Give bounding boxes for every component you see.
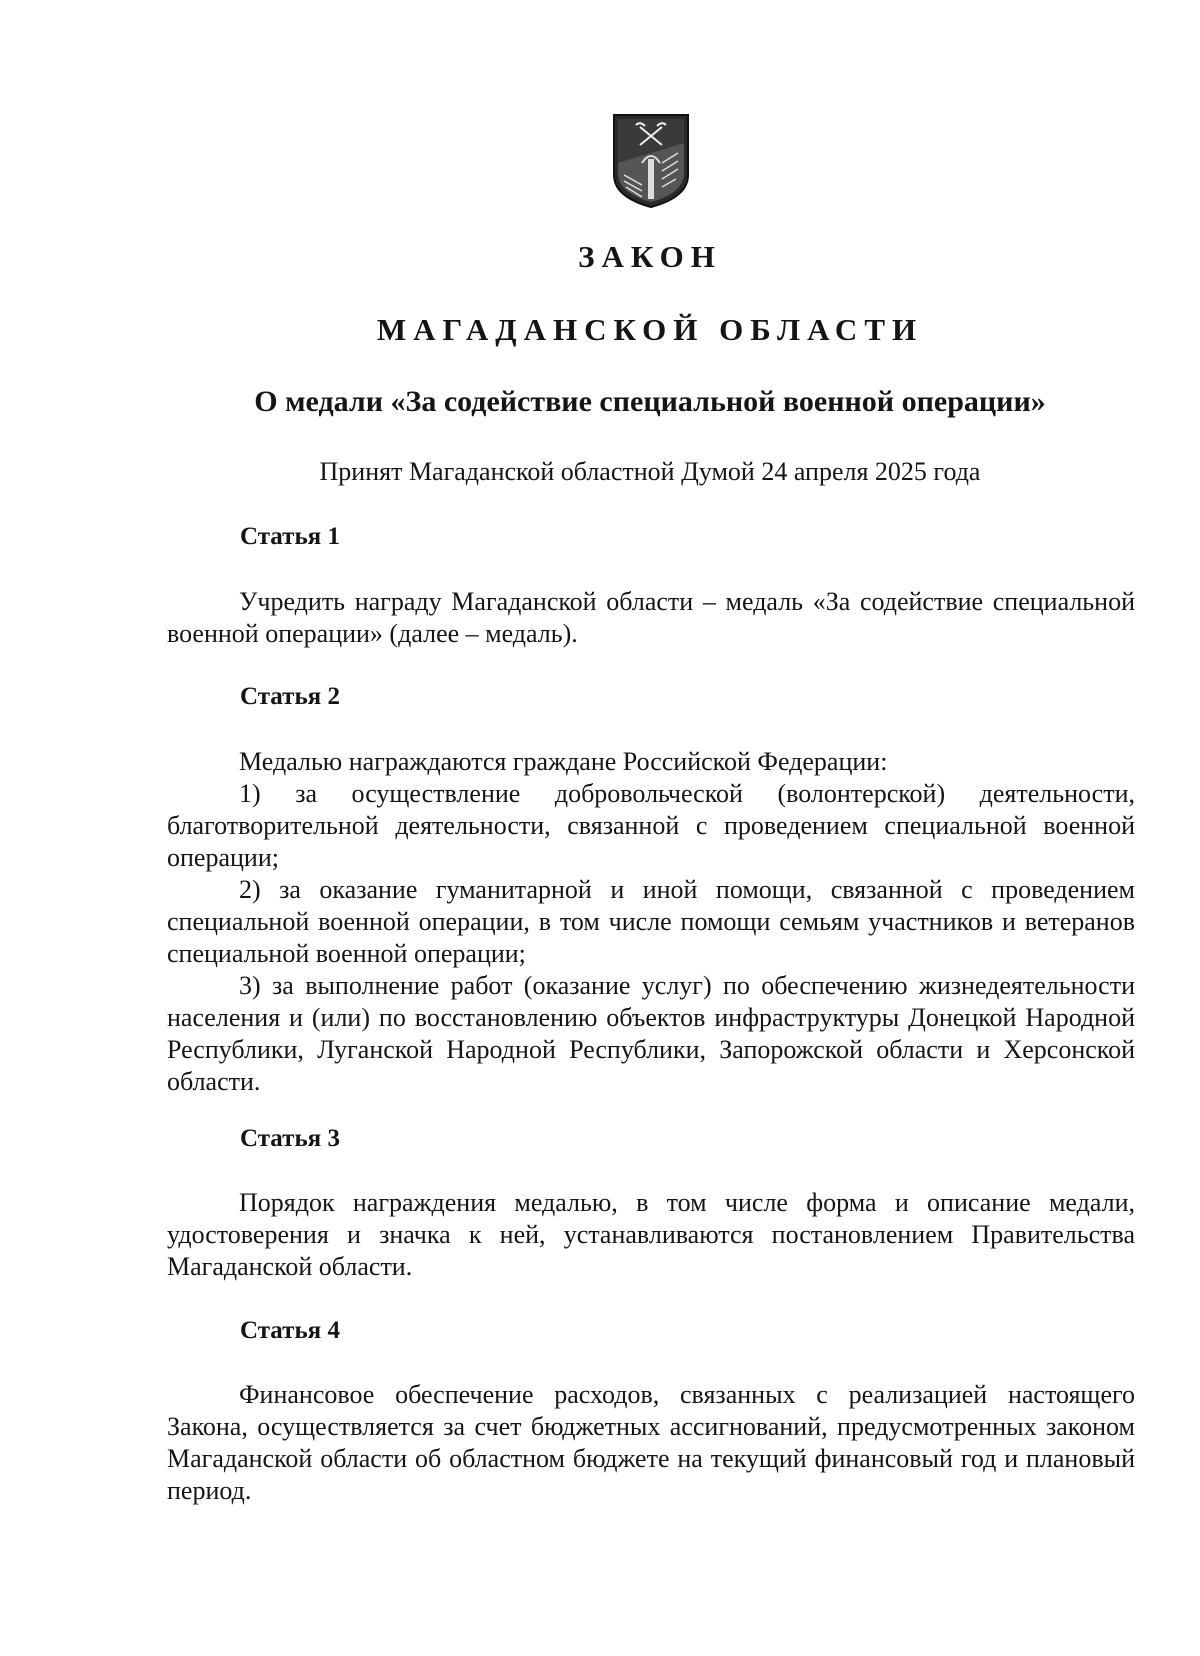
article-2-item-3: 3) за выполнение работ (оказание услуг) по обеспечению жизнедеятельности населения и (или) по восстановлению объектов инфраструктуры Донецкой Народной Республики, Луганской Народной Республики, Запорожской области и Херсонской области. [167,971,1135,1096]
article-1-heading: Статья 1 [240,523,340,550]
article-2-item-1: 1) за осуществление добровольческой (волонтерской) деятельности, благотворительной деятельности, связанной с проведением специальной военной операции; [167,779,1135,872]
article-2-item-2: 2) за оказание гуманитарной и иной помощи, связанной с проведением специальной военной операции, в том числе помощи семьям участников и ветеранов специальной военной операции; [167,875,1135,968]
article-3-text: Порядок награждения медалью, в том числе форма и описание медали, удостоверения и значка к ней, устанавливаются постановлением Правительства Магаданской области. [167,1188,1135,1281]
article-4-text: Финансовое обеспечение расходов, связанных с реализацией настоящего Закона, осуществляется за счет бюджетных ассигнований, предусмотренных законом Магаданской области об областном бюджете на текущий финансовый год и плановый период. [167,1380,1135,1505]
law-title: ЗАКОН [578,239,722,274]
coat-of-arms-icon [612,113,690,209]
law-subject: О медали «За содействие специальной военной операции» [254,385,1046,418]
adoption-note: Принят Магаданской областной Думой 24 апреля 2025 года [319,457,981,486]
article-2-intro: Медалью награждаются граждане Российской Федерации: [239,747,888,776]
article-2-heading: Статья 2 [240,683,340,710]
region-title: МАГАДАНСКОЙ ОБЛАСТИ [376,312,924,347]
article-1-text: Учредить награду Магаданской области – медаль «За содействие специальной военной операции» (далее – медаль). [167,587,1135,648]
article-3-heading: Статья 3 [240,1125,340,1152]
article-4-heading: Статья 4 [240,1317,340,1344]
